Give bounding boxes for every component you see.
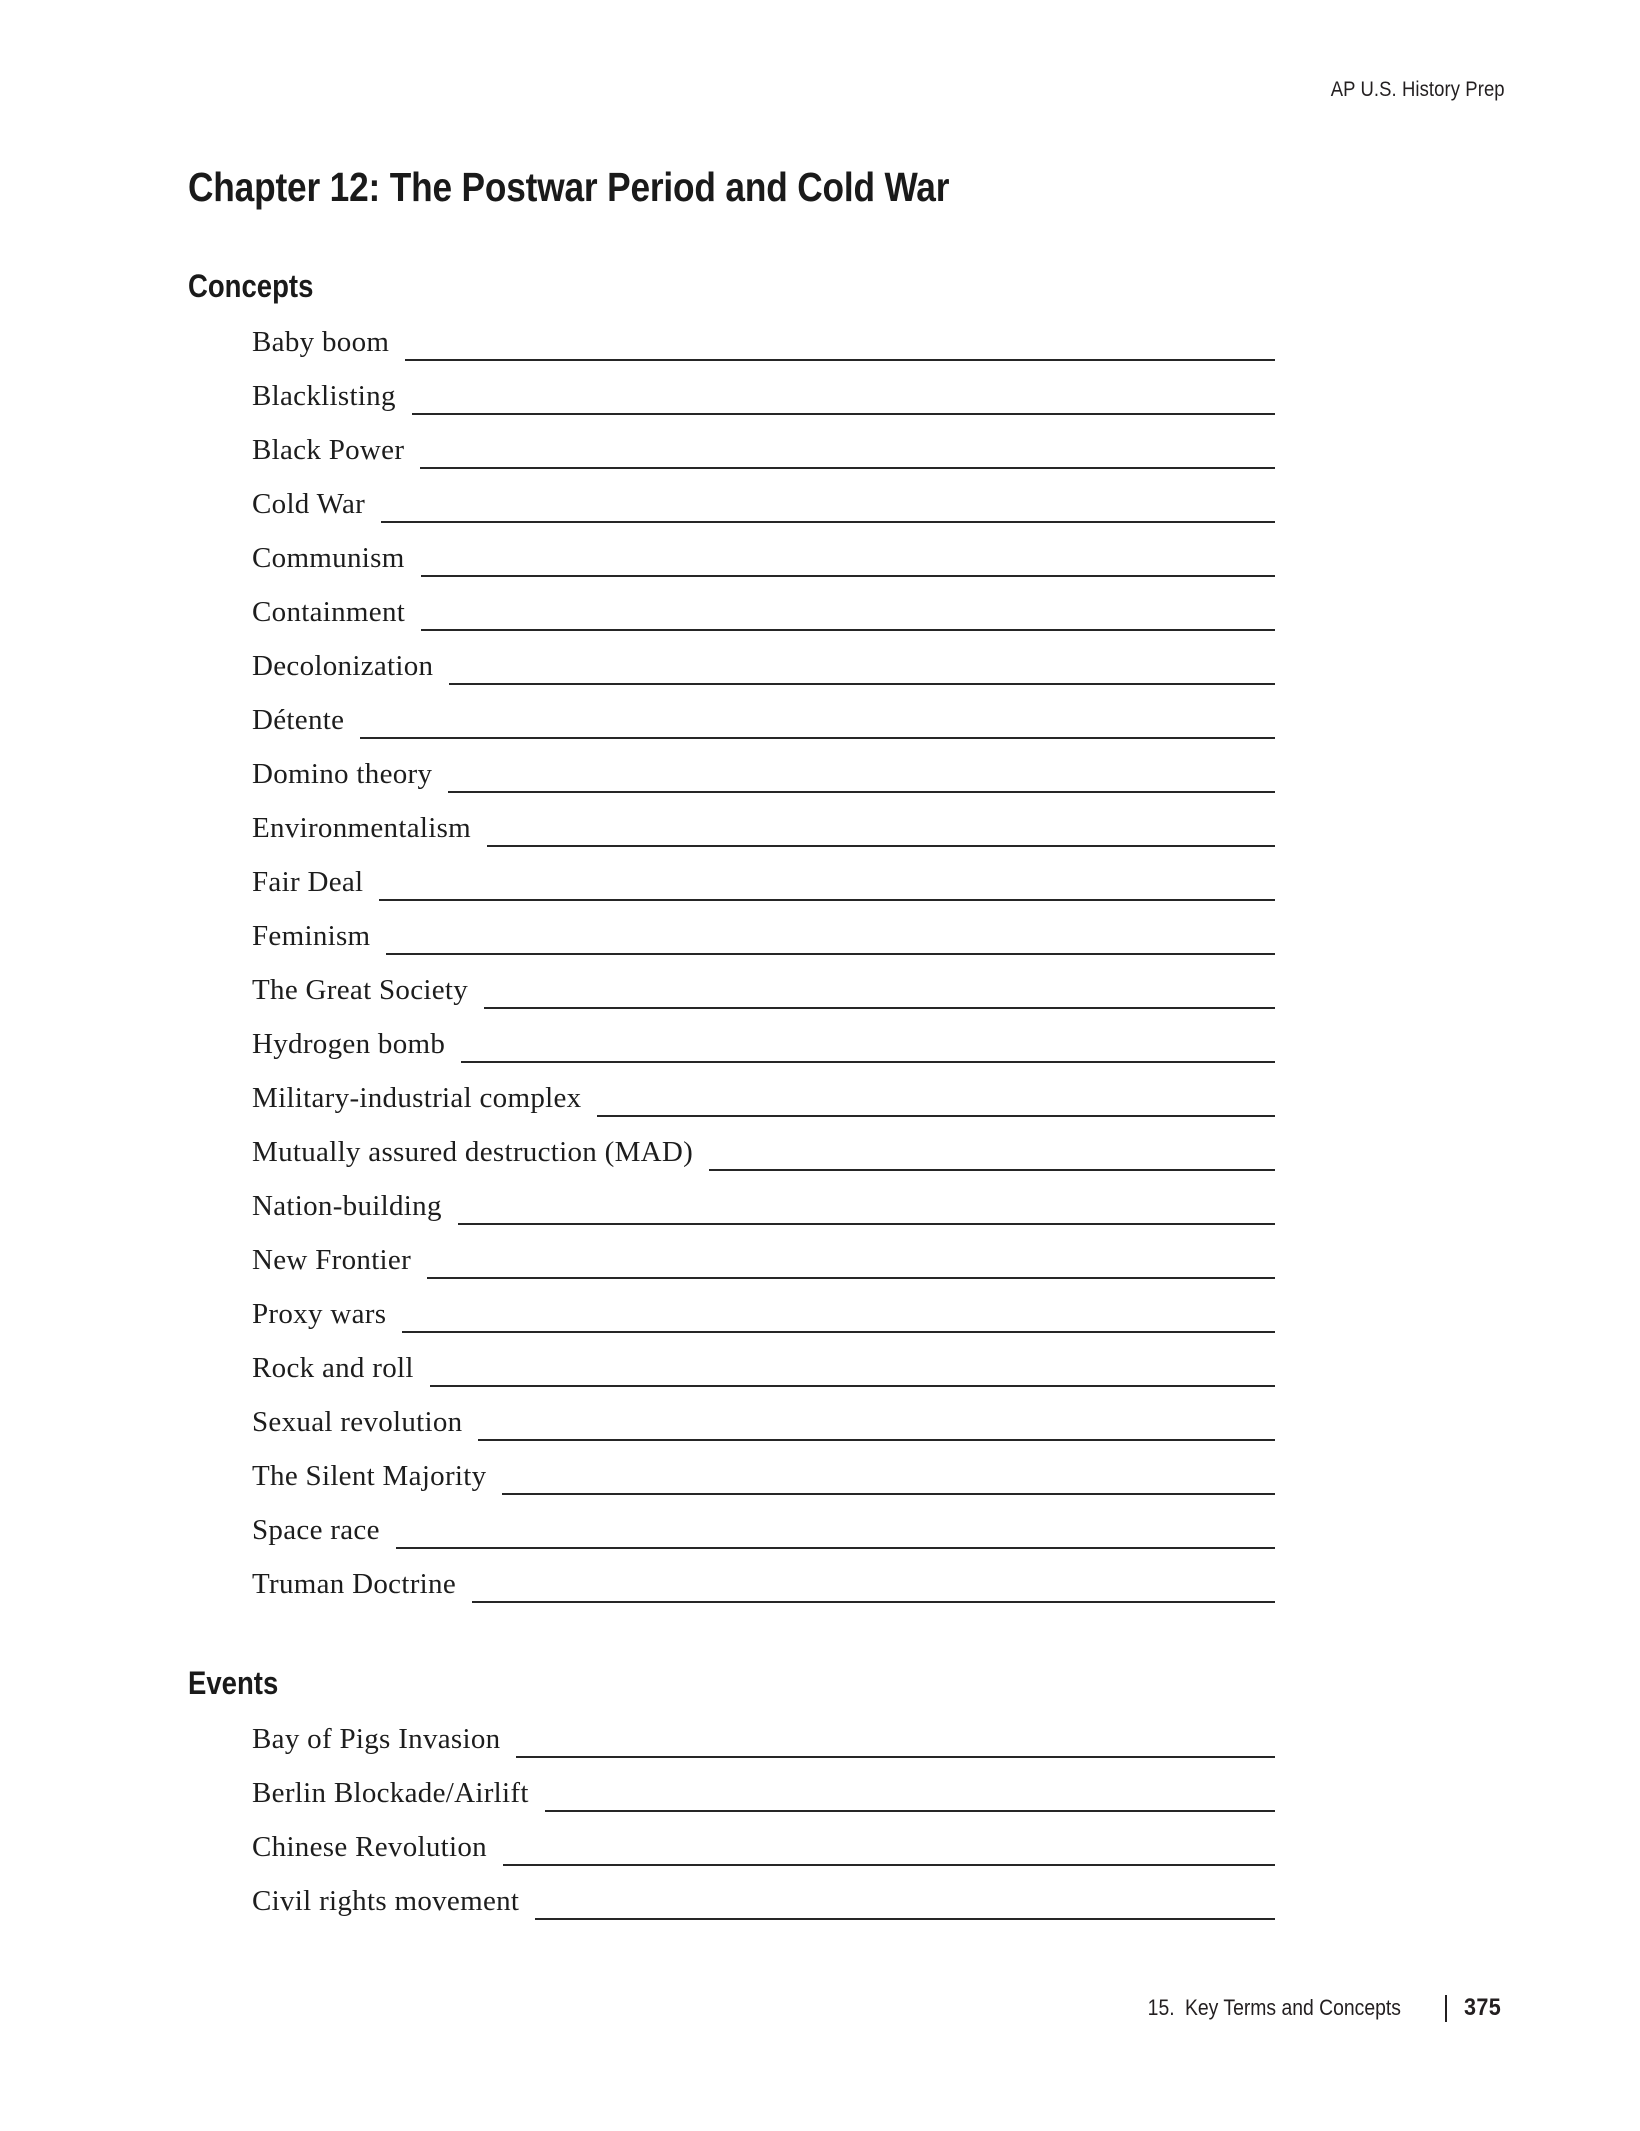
term-answer-blank[interactable] <box>709 1169 1275 1170</box>
term-label: Decolonization <box>252 650 434 683</box>
chapter-title: Chapter 12: The Postwar Period and Cold War <box>188 164 950 210</box>
term-row <box>252 1568 1275 1622</box>
term-row <box>252 1723 1275 1777</box>
term-label: Black Power <box>252 434 405 467</box>
term-row <box>252 920 1275 974</box>
term-label: New Frontier <box>252 1244 412 1277</box>
footer-section-number: 15. <box>1147 1995 1175 2020</box>
term-answer-blank[interactable] <box>412 413 1275 414</box>
term-answer-blank[interactable] <box>402 1331 1275 1332</box>
term-answer-blank[interactable] <box>535 1918 1275 1919</box>
term-label: The Silent Majority <box>252 1460 487 1493</box>
term-label: Cold War <box>252 488 366 521</box>
term-label: Domino theory <box>252 758 433 791</box>
term-label: Bay of Pigs Invasion <box>252 1723 501 1756</box>
footer-divider <box>1445 1995 1447 2022</box>
term-label: Blacklisting <box>252 380 396 413</box>
term-row <box>252 596 1275 650</box>
term-row <box>252 488 1275 542</box>
section-heading-concepts: Concepts <box>188 267 314 304</box>
term-answer-blank[interactable] <box>516 1756 1275 1757</box>
term-answer-blank[interactable] <box>472 1601 1275 1602</box>
term-answer-blank[interactable] <box>427 1277 1275 1278</box>
term-answer-blank[interactable] <box>545 1810 1275 1811</box>
term-answer-blank[interactable] <box>405 359 1275 360</box>
term-row <box>252 1244 1275 1298</box>
term-label: Détente <box>252 704 345 737</box>
term-row <box>252 1885 1275 1939</box>
term-label: Rock and roll <box>252 1352 414 1385</box>
term-label: Berlin Blockade/Airlift <box>252 1777 529 1810</box>
term-answer-blank[interactable] <box>379 899 1275 900</box>
term-answer-blank[interactable] <box>420 467 1275 468</box>
term-answer-blank[interactable] <box>484 1007 1275 1008</box>
section-heading-events: Events <box>188 1665 279 1702</box>
term-answer-blank[interactable] <box>461 1061 1275 1062</box>
term-label: Space race <box>252 1514 380 1547</box>
term-label: Military-industrial complex <box>252 1082 582 1115</box>
term-row <box>252 1460 1275 1514</box>
term-label: Fair Deal <box>252 866 364 899</box>
term-row <box>252 326 1275 380</box>
term-row <box>252 542 1275 596</box>
term-answer-blank[interactable] <box>421 629 1275 630</box>
term-answer-blank[interactable] <box>458 1223 1275 1224</box>
term-row <box>252 974 1275 1028</box>
term-row <box>252 1352 1275 1406</box>
term-row <box>252 1190 1275 1244</box>
term-label: Environmentalism <box>252 812 472 845</box>
page-number: 375 <box>1463 1994 1501 2021</box>
term-label: Chinese Revolution <box>252 1831 487 1864</box>
term-row <box>252 1028 1275 1082</box>
term-answer-blank[interactable] <box>503 1864 1275 1865</box>
term-row <box>252 1298 1275 1352</box>
term-label: Communism <box>252 542 405 575</box>
term-label: Mutually assured destruction (MAD) <box>252 1136 694 1169</box>
term-label: Proxy wars <box>252 1298 387 1331</box>
term-row <box>252 758 1275 812</box>
page-footer <box>1144 1994 1505 2022</box>
term-row <box>252 1831 1275 1885</box>
term-answer-blank[interactable] <box>430 1385 1275 1386</box>
footer-section-label: Key Terms and Concepts <box>1185 1995 1402 2020</box>
term-list-concepts <box>188 326 1275 1622</box>
term-answer-blank[interactable] <box>396 1547 1275 1548</box>
term-row <box>252 1777 1275 1831</box>
term-label: Baby boom <box>252 326 390 359</box>
running-head: AP U.S. History Prep <box>1331 78 1505 101</box>
term-label: The Great Society <box>252 974 469 1007</box>
term-row <box>252 1082 1275 1136</box>
term-row <box>252 380 1275 434</box>
term-answer-blank[interactable] <box>360 737 1275 738</box>
term-row <box>252 434 1275 488</box>
term-row <box>252 650 1275 704</box>
term-row <box>252 704 1275 758</box>
term-answer-blank[interactable] <box>421 575 1275 576</box>
term-row <box>252 1136 1275 1190</box>
term-label: Hydrogen bomb <box>252 1028 446 1061</box>
term-label: Nation-building <box>252 1190 442 1223</box>
term-answer-blank[interactable] <box>502 1493 1275 1494</box>
term-row <box>252 1406 1275 1460</box>
sections-container <box>188 269 1275 1939</box>
term-list-events <box>188 1723 1275 1939</box>
term-label: Sexual revolution <box>252 1406 463 1439</box>
term-answer-blank[interactable] <box>597 1115 1275 1116</box>
term-answer-blank[interactable] <box>386 953 1275 954</box>
term-label: Truman Doctrine <box>252 1568 456 1601</box>
term-answer-blank[interactable] <box>448 791 1275 792</box>
term-answer-blank[interactable] <box>487 845 1275 846</box>
term-answer-blank[interactable] <box>449 683 1275 684</box>
term-label: Containment <box>252 596 406 629</box>
term-answer-blank[interactable] <box>381 521 1275 522</box>
page-content <box>188 165 1275 1939</box>
term-row <box>252 812 1275 866</box>
term-label: Feminism <box>252 920 371 953</box>
term-row <box>252 866 1275 920</box>
term-row <box>252 1514 1275 1568</box>
term-label: Civil rights movement <box>252 1885 520 1918</box>
term-answer-blank[interactable] <box>478 1439 1275 1440</box>
